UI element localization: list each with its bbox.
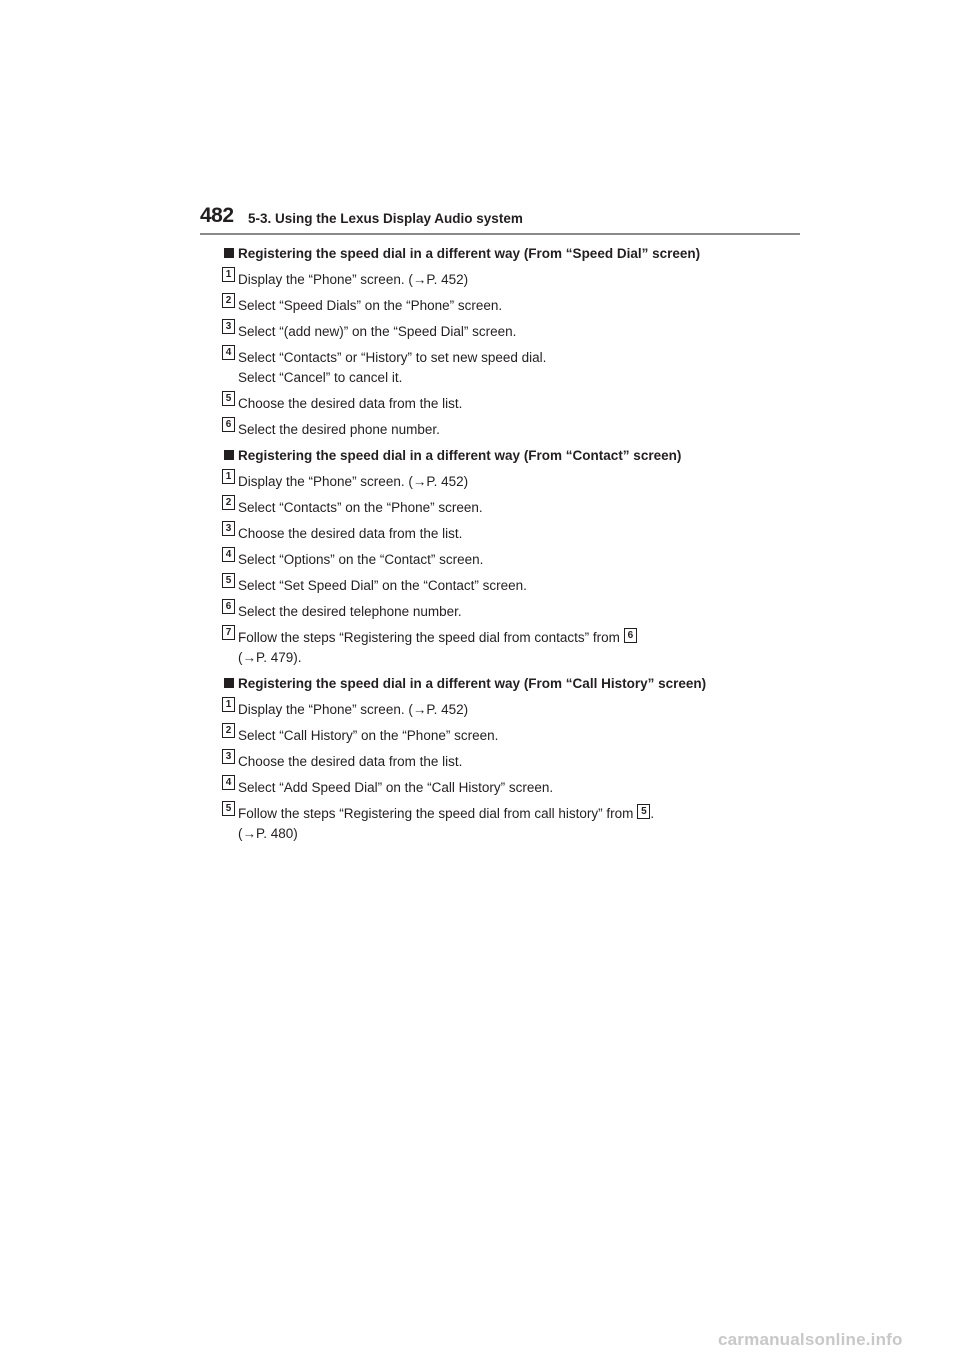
section-speed-dial [224,244,784,440]
step-text: Select “Set Speed Dial” on the “Contact” screen. [238,578,527,593]
step-item [224,498,784,518]
step-item [224,550,784,570]
step-text: Choose the desired data from the list. [238,526,463,541]
step-item [224,348,784,388]
step-text: Follow the steps “Registering the speed dial from contacts” from [238,630,620,645]
step-item [224,524,784,544]
step-reference-badge: 6 [624,628,637,643]
step-text: Select “Contacts” on the “Phone” screen. [238,500,483,515]
step-item [224,296,784,316]
step-text: Follow the steps “Registering the speed dial from call history” from [238,806,634,821]
step-number-badge: 1 [222,267,235,282]
step-text-continuation: (→P. 479). [238,650,302,665]
step-text-line [238,804,784,824]
step-number-badge: 4 [222,547,235,562]
step-text-suffix: . [650,806,655,821]
step-item [224,270,784,290]
step-number-badge: 3 [222,749,235,764]
step-item [224,472,784,492]
step-number-badge: 1 [222,469,235,484]
step-item [224,804,784,844]
section-heading: Registering the speed dial in a different way (From “Speed Dial” screen) [224,244,784,264]
step-number-badge: 6 [222,417,235,432]
step-item [224,778,784,798]
section-title: 5-3. Using the Lexus Display Audio system [248,211,523,226]
header-rule [200,233,800,235]
step-text: Display the “Phone” screen. (→P. 452) [238,272,469,287]
section-contact [224,446,784,668]
section-heading: Registering the speed dial in a different way (From “Call History” screen) [224,674,784,694]
step-number-badge: 7 [222,625,235,640]
step-text-continuation: (→P. 480) [238,826,298,841]
step-item [224,576,784,596]
step-text: Select the desired phone number. [238,422,440,437]
square-bullet-icon [224,678,234,688]
step-number-badge: 3 [222,521,235,536]
page-number: 482 [200,204,234,227]
page-header [200,204,800,236]
step-text: Select “Call History” on the “Phone” screen. [238,728,499,743]
section-heading: Registering the speed dial in a different way (From “Contact” screen) [224,446,784,466]
step-text: Select the desired telephone number. [238,604,462,619]
step-item [224,602,784,622]
step-number-badge: 5 [222,391,235,406]
page-content [224,244,784,850]
step-text-line [238,628,784,648]
step-number-badge: 3 [222,319,235,334]
step-item [224,628,784,668]
square-bullet-icon [224,450,234,460]
step-item [224,700,784,720]
site-watermark: carmanualsonline.info [718,1330,903,1349]
step-text: Choose the desired data from the list. [238,754,463,769]
step-text: Select “Add Speed Dial” on the “Call History” screen. [238,780,554,795]
step-item [224,752,784,772]
step-reference-badge: 5 [637,804,650,819]
step-number-badge: 6 [222,599,235,614]
step-text: Display the “Phone” screen. (→P. 452) [238,474,469,489]
step-number-badge: 2 [222,293,235,308]
step-text: Select “(add new)” on the “Speed Dial” screen. [238,324,517,339]
step-number-badge: 2 [222,495,235,510]
step-item [224,420,784,440]
step-text-continuation: Select “Cancel” to cancel it. [238,370,403,385]
step-text: Select “Speed Dials” on the “Phone” screen. [238,298,503,313]
step-text: Select “Contacts” or “History” to set new speed dial. [238,350,547,365]
step-item [224,394,784,414]
step-item [224,726,784,746]
step-number-badge: 4 [222,775,235,790]
step-number-badge: 1 [222,697,235,712]
step-text: Display the “Phone” screen. (→P. 452) [238,702,469,717]
step-text: Select “Options” on the “Contact” screen. [238,552,484,567]
section-call-history [224,674,784,844]
step-number-badge: 5 [222,801,235,816]
step-number-badge: 4 [222,345,235,360]
square-bullet-icon [224,248,234,258]
step-text: Choose the desired data from the list. [238,396,463,411]
step-number-badge: 5 [222,573,235,588]
step-number-badge: 2 [222,723,235,738]
step-item [224,322,784,342]
